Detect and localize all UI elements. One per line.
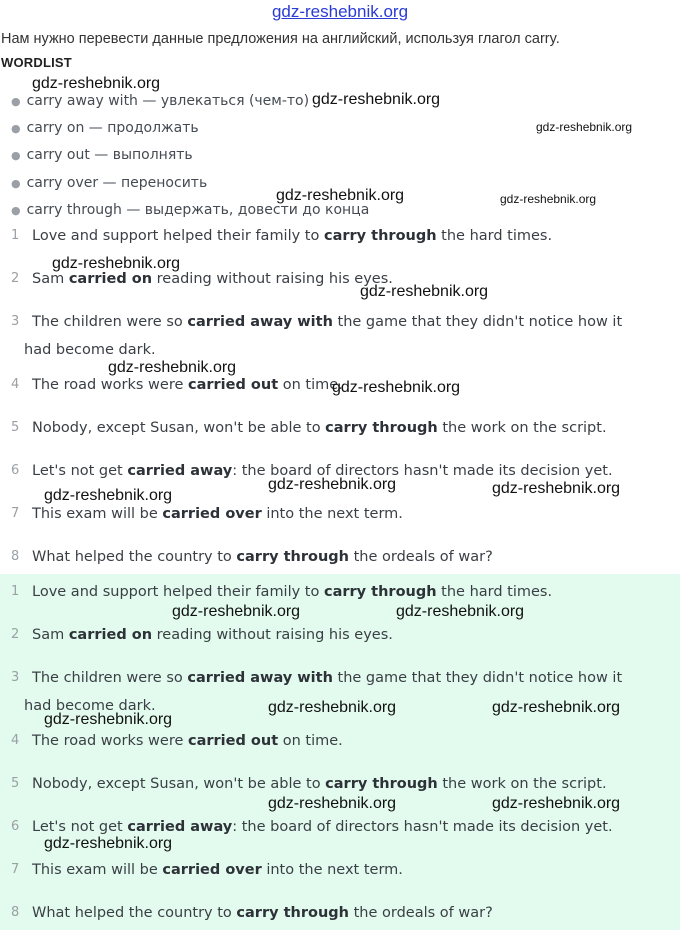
item-number: 5 <box>11 420 20 435</box>
sentence-item <box>0 500 680 528</box>
item-text: This exam will be carried over into the next term. <box>32 862 403 878</box>
wordlist-item-text: carry on — продолжать <box>26 120 199 137</box>
item-number: 2 <box>11 627 20 642</box>
wordlist-item-text: carry through — выдержать, довести до конца <box>26 201 370 218</box>
answer-item <box>0 621 680 649</box>
item-text: Let's not get carried away: the board of directors hasn't made its decision yet. <box>32 463 613 479</box>
sentence-item <box>0 222 680 250</box>
sentence-item <box>0 414 680 442</box>
item-text: The road works were carried out on time. <box>32 733 343 749</box>
item-text: What helped the country to carry through the ordeals of war? <box>32 549 493 565</box>
wordlist-item-text: carry over — переносить <box>26 174 208 191</box>
wordlist-item-text: carry out — выполнять <box>26 147 193 164</box>
wordlist-item <box>11 142 369 169</box>
wordlist-item-text: carry away with — увлекаться (чем-то) <box>26 93 310 109</box>
answer-item <box>0 899 680 927</box>
watermark: gdz-reshebnik.org <box>44 711 173 728</box>
item-text: Sam carried on reading without raising his eyes. <box>32 627 393 643</box>
item-text: Let's not get carried away: the board of directors hasn't made its decision yet. <box>32 819 613 835</box>
watermark: gdz-reshebnik.org <box>52 255 181 272</box>
answer-item <box>0 727 680 755</box>
item-text: Nobody, except Susan, won't be able to carry through the work on the script. <box>32 420 607 436</box>
watermark: gdz-reshebnik.org <box>276 187 405 204</box>
watermark: gdz-reshebnik.org <box>492 480 621 497</box>
sentence-item <box>0 308 680 364</box>
watermark: gdz-reshebnik.org <box>268 699 397 716</box>
site-header-link[interactable]: gdz-reshebnik.org <box>271 2 409 21</box>
item-number: 8 <box>11 905 20 920</box>
watermark: gdz-reshebnik.org <box>268 476 397 493</box>
item-text: Love and support helped their family to carry through the hard times. <box>32 584 553 600</box>
answer-item <box>0 856 680 884</box>
watermark: gdz-reshebnik.org <box>268 795 397 812</box>
item-number: 3 <box>11 670 20 685</box>
item-number: 3 <box>11 314 20 329</box>
watermark: gdz-reshebnik.org <box>312 91 441 108</box>
watermark: gdz-reshebnik.org <box>536 120 633 134</box>
wordlist-title: WORDLIST <box>1 55 72 70</box>
bullet-icon: ● <box>11 95 21 108</box>
answer-block <box>0 574 680 930</box>
item-number: 5 <box>11 776 20 791</box>
watermark: gdz-reshebnik.org <box>492 699 621 716</box>
item-text: Nobody, except Susan, won't be able to carry through the work on the script. <box>32 776 607 792</box>
item-text: The children were so carried away with the game that they didn't notice how it had become dark. <box>24 670 623 714</box>
item-number: 7 <box>11 862 20 877</box>
watermark: gdz-reshebnik.org <box>32 75 161 92</box>
answer-item <box>0 770 680 798</box>
sentence-item <box>0 543 680 571</box>
watermark: gdz-reshebnik.org <box>332 379 461 396</box>
bullet-icon: ● <box>11 176 21 190</box>
item-text: Love and support helped their family to carry through the hard times. <box>32 228 553 244</box>
bullet-icon: ● <box>11 203 21 217</box>
answer-item <box>0 578 680 606</box>
item-number: 4 <box>11 377 20 392</box>
watermark: gdz-reshebnik.org <box>360 283 489 300</box>
item-number: 8 <box>11 549 20 564</box>
item-text: Sam carried on reading without raising his eyes. <box>32 271 393 287</box>
item-text: What helped the country to carry through the ordeals of war? <box>32 905 493 921</box>
watermark: gdz-reshebnik.org <box>44 835 173 852</box>
watermark: gdz-reshebnik.org <box>44 487 173 504</box>
item-number: 6 <box>11 819 20 834</box>
item-number: 2 <box>11 271 20 286</box>
wordlist-item <box>11 115 369 142</box>
item-number: 6 <box>11 463 20 478</box>
watermark: gdz-reshebnik.org <box>500 192 597 206</box>
intro-text: Нам нужно перевести данные предложения на английский, используя глагол carry. <box>1 31 560 47</box>
item-text: The road works were carried out on time. <box>32 377 343 393</box>
watermark: gdz-reshebnik.org <box>396 603 525 620</box>
watermark: gdz-reshebnik.org <box>172 603 301 620</box>
item-number: 7 <box>11 506 20 521</box>
item-number: 4 <box>11 733 20 748</box>
item-number: 1 <box>11 584 20 599</box>
item-text: This exam will be carried over into the next term. <box>32 506 403 522</box>
bullet-icon: ● <box>11 149 21 163</box>
item-text: The children were so carried away with the game that they didn't notice how it had become dark. <box>24 314 623 358</box>
watermark: gdz-reshebnik.org <box>492 795 621 812</box>
watermark: gdz-reshebnik.org <box>108 359 237 376</box>
item-number: 1 <box>11 228 20 243</box>
bullet-icon: ● <box>11 122 21 136</box>
